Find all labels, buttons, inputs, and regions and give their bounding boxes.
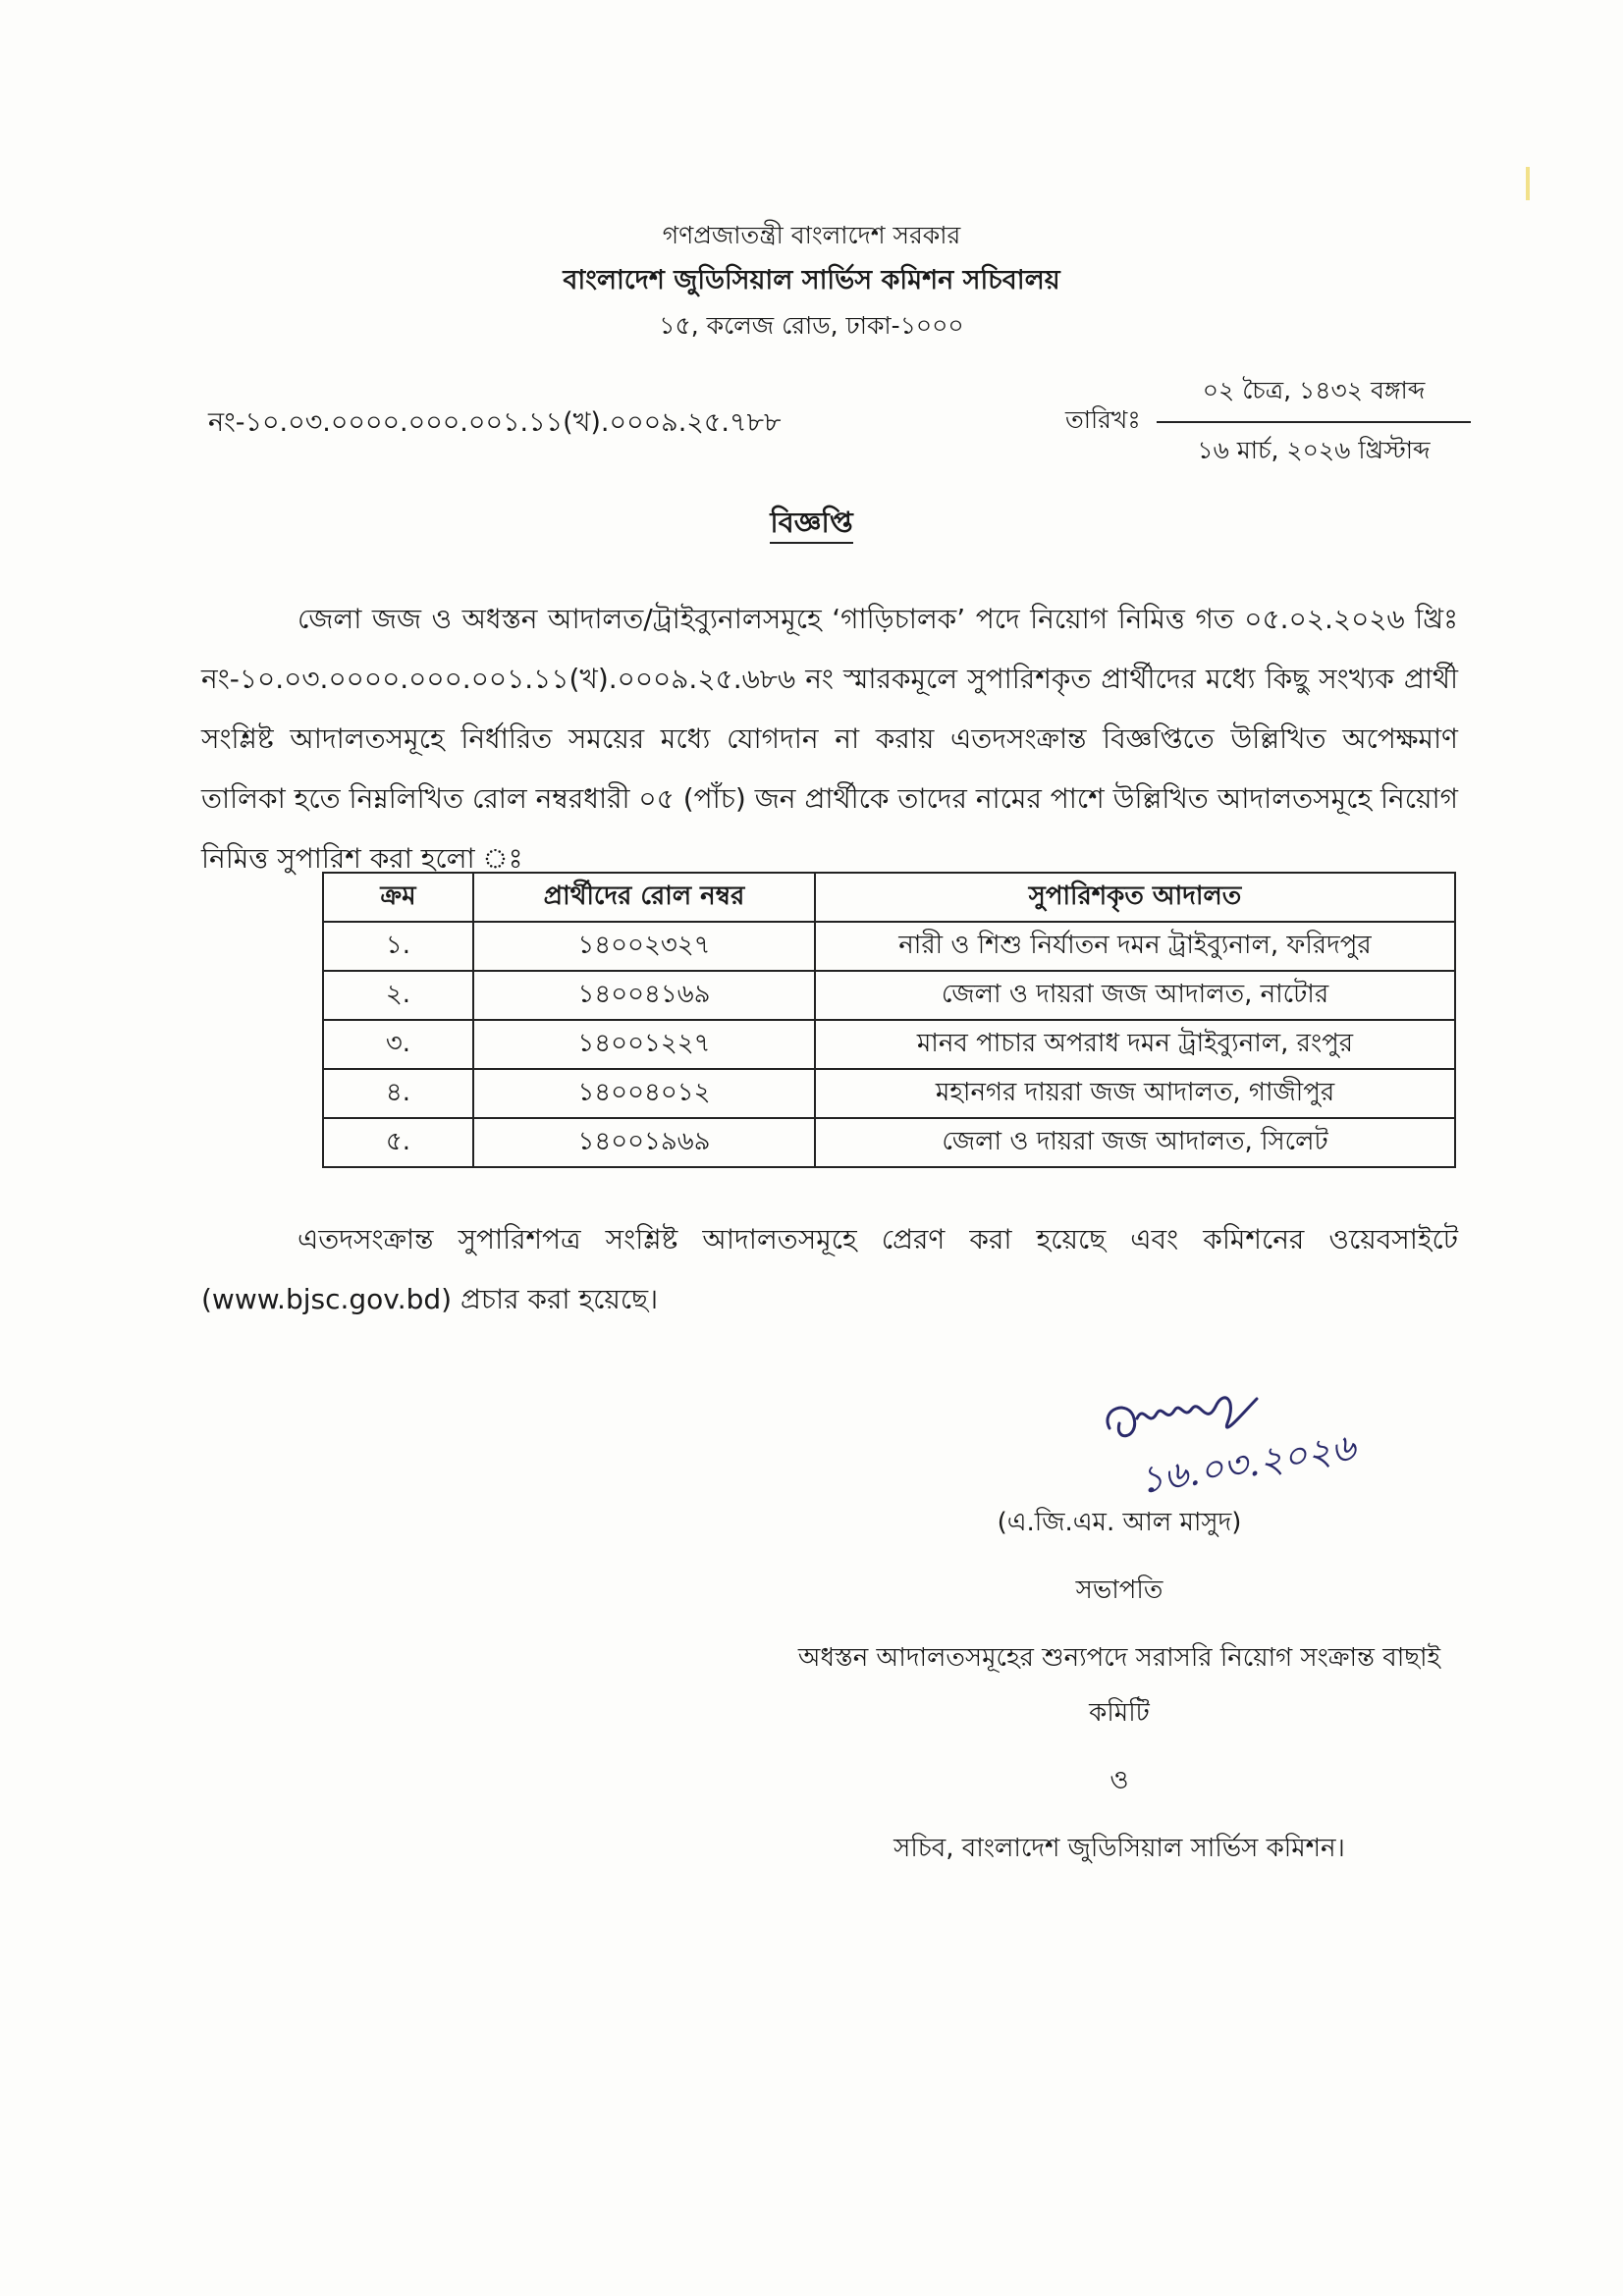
col-court-header: সুপারিশকৃত আদালত	[815, 873, 1455, 922]
committee-name-cont: কমিটি	[1089, 1698, 1150, 1728]
roll-cell: ১৪০০১৯৬৯	[473, 1118, 815, 1167]
court-cell: মানব পাচার অপরাধ দমন ট্রাইব্যুনাল, রংপুর	[815, 1020, 1455, 1069]
table-row	[323, 1069, 1455, 1118]
signatory-title: সভাপতি	[1075, 1575, 1163, 1605]
signature-block	[756, 1502, 1483, 1896]
date-bangla: ০২ চৈত্র, ১৪৩২ বঙ্গাব্দ	[1202, 376, 1426, 404]
col-roll-header: প্রার্থীদের রোল নম্বর	[473, 873, 815, 922]
signature-date: ১৬.০৩.২০২৬	[1136, 1424, 1359, 1503]
date-divider	[1157, 421, 1471, 423]
table-row	[323, 1118, 1455, 1167]
conjunction: ও	[1109, 1766, 1129, 1795]
notice-title	[0, 501, 1623, 549]
table-row	[323, 922, 1455, 971]
court-cell: জেলা ও দায়রা জজ আদালত, সিলেট	[815, 1118, 1455, 1167]
roll-cell: ১৪০০৪১৬৯	[473, 971, 815, 1020]
roll-cell: ১৪০০২৩২৭	[473, 922, 815, 971]
memo-number: নং-১০.০৩.০০০০.০০০.০০১.১১(খ).০০০৯.২৫.৭৮৮	[208, 407, 782, 438]
roll-cell: ১৪০০১২২৭	[473, 1020, 815, 1069]
col-serial-header: ক্রম	[323, 873, 473, 922]
office-name: বাংলাদেশ জুডিসিয়াল সার্ভিস কমিশন সচিবালয়	[563, 265, 1060, 295]
serial-cell: ২.	[323, 971, 473, 1020]
roll-cell: ১৪০০৪০১২	[473, 1069, 815, 1118]
signatory-designation: সচিব, বাংলাদেশ জুডিসিয়াল সার্ভিস কমিশন।	[893, 1834, 1345, 1863]
serial-cell: ৩.	[323, 1020, 473, 1069]
government-header: গণপ্রজাতন্ত্রী বাংলাদেশ সরকার	[662, 221, 961, 249]
court-cell: জেলা ও দায়রা জজ আদালত, নাটোর	[815, 971, 1455, 1020]
office-address: ১৫, কলেজ রোড, ঢাকা-১০০০	[659, 311, 964, 340]
table-header-row	[323, 873, 1455, 922]
notice-paragraph-2: এতদসংক্রান্ত সুপারিশপত্র সংশ্লিষ্ট আদালতসমূহে প্রেরণ করা হয়েছে এবং কমিশনের ওয়েবসাইটে (www.bjsc.gov.bd) প্রচার করা হয়েছে।	[201, 1223, 1458, 1315]
serial-cell: ৪.	[323, 1069, 473, 1118]
notice-paragraph-1: জেলা জজ ও অধস্তন আদালত/ট্রাইব্যুনালসমূহে ‘গাড়িচালক’ পদে নিয়োগ নিমিত্ত গত ০৫.০২.২০২৬ খ্রিঃ নং-১০.০৩.০০০০.০০০.০০১.১১(খ).০০০৯.২৫.৬৮৬ নং স্মারকমূলে সুপারিশকৃত প্রার্থীদের মধ্যে কিছু সংখ্যক প্রার্থী সংশ্লিষ্ট আদালতসমূহে নির্ধারিত সময়ের মধ্যে যোগদান না করায় এতদসংক্রান্ত বিজ্ঞপ্তিতে উল্লিখিত অপেক্ষমাণ তালিকা হতে নিম্নলিখিত রোল নম্বরধারী ০৫ (পাঁচ) জন প্রার্থীকে তাদের নামের পাশে উল্লিখিত আদালতসমূহে নিয়োগ নিমিত্ত সুপারিশ করা হলো ঃ	[201, 603, 1458, 875]
table-row	[323, 1020, 1455, 1069]
date-label: তারিখঃ	[1065, 405, 1141, 434]
table-row	[323, 971, 1455, 1020]
serial-cell: ১.	[323, 922, 473, 971]
notice-title-text: বিজ্ঞপ্তি	[770, 506, 852, 544]
signatory-name: (এ.জি.এম. আল মাসুদ)	[997, 1508, 1242, 1537]
recommendation-table	[322, 872, 1456, 1168]
highlight-mark	[1526, 167, 1530, 200]
serial-cell: ৫.	[323, 1118, 473, 1167]
date-gregorian: ১৬ মার্চ, ২০২৬ খ্রিস্টাব্দ	[1197, 436, 1431, 464]
date-block	[1157, 371, 1471, 473]
court-cell: নারী ও শিশু নির্যাতন দমন ট্রাইব্যুনাল, ফরিদপুর	[815, 922, 1455, 971]
court-cell: মহানগর দায়রা জজ আদালত, গাজীপুর	[815, 1069, 1455, 1118]
committee-name: অধস্তন আদালতসমূহের শুন্যপদে সরাসরি নিয়োগ সংক্রান্ত বাছাই	[797, 1643, 1441, 1673]
